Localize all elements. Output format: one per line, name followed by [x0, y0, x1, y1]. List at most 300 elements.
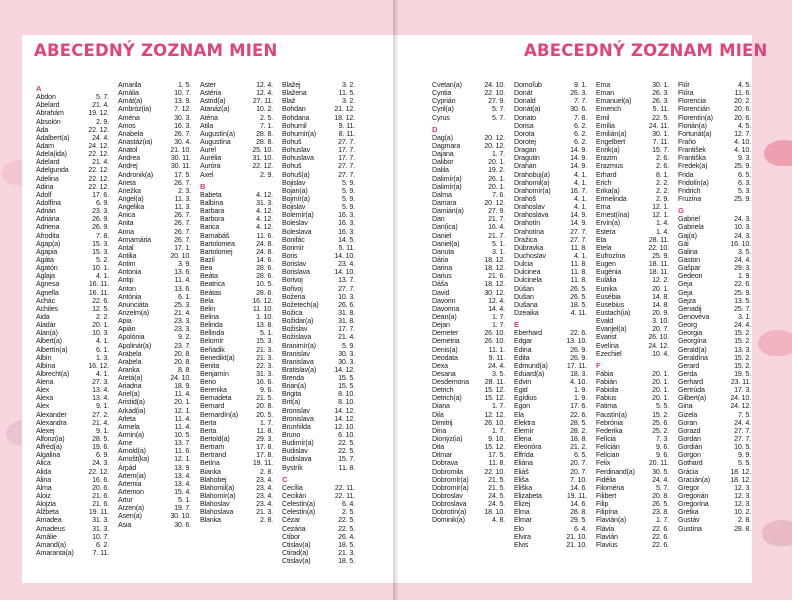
name-entry	[282, 276, 364, 284]
name-day-date: 2. 6.	[655, 154, 669, 163]
name-entry	[596, 350, 678, 358]
name-day-date: 31. 3.	[92, 516, 109, 525]
name-text: Gordián	[678, 443, 703, 452]
name-entry	[282, 415, 364, 423]
name-text: Evald	[596, 317, 613, 326]
name-entry	[282, 325, 364, 333]
name-entry	[432, 232, 514, 240]
name-day-date: 24. 11.	[648, 121, 669, 130]
name-text: Bazil	[200, 255, 215, 264]
name-entry	[432, 81, 514, 89]
name-day-date: 21. 5.	[488, 475, 505, 484]
name-entry	[282, 252, 364, 260]
name-day-date: 14. 4.	[488, 304, 505, 313]
name-text: Gothard	[678, 459, 703, 468]
name-entry	[432, 183, 514, 191]
name-text: Dulcinela	[514, 276, 542, 285]
name-day-date: 2. 6.	[655, 162, 669, 171]
name-day-date: 5. 11.	[652, 105, 669, 114]
name-entry	[118, 390, 200, 398]
name-text: Dalimír(a)	[432, 182, 462, 191]
letter-heading	[282, 476, 364, 484]
name-column	[514, 81, 596, 549]
name-text: Augustín(a)	[200, 129, 236, 138]
name-entry	[200, 297, 282, 305]
name-day-date: 22. 12.	[88, 467, 109, 476]
name-day-date: 24. 4.	[734, 321, 751, 330]
name-text: Augustína	[200, 137, 231, 146]
name-entry	[282, 203, 364, 211]
name-entry	[596, 317, 678, 325]
name-text: Anabela	[118, 129, 143, 138]
name-entry	[282, 138, 364, 146]
name-day-date: 15. 12.	[484, 394, 505, 403]
name-text: Gašpar	[678, 264, 701, 273]
name-day-date: 23. 4.	[338, 260, 355, 269]
name-day-date: 12. 1.	[174, 455, 191, 464]
name-entry	[118, 219, 200, 227]
name-entry	[678, 443, 760, 451]
name-entry	[36, 175, 118, 183]
name-day-date: 19. 6.	[92, 443, 109, 452]
name-entry	[514, 492, 596, 500]
name-entry	[432, 443, 514, 451]
name-entry	[36, 549, 118, 557]
name-entry	[596, 179, 678, 187]
name-day-date: 14. 10.	[334, 268, 355, 277]
name-day-date: 21. 2.	[570, 443, 587, 452]
name-text: Betína	[200, 459, 220, 468]
name-day-date: 26. 7.	[174, 178, 191, 187]
name-text: Cyntia	[432, 89, 452, 98]
name-text: Alex	[36, 386, 50, 395]
name-entry	[514, 402, 596, 410]
name-text: Amarila	[118, 81, 141, 89]
name-entry	[200, 411, 282, 419]
name-text: Eunika	[596, 284, 617, 293]
name-day-date: 4. 5.	[737, 81, 751, 89]
name-text: Antónia	[118, 292, 142, 301]
name-entry	[282, 423, 364, 431]
name-entry	[282, 533, 364, 541]
name-text: Genovéva	[678, 312, 710, 321]
name-text: Bohuš	[282, 162, 302, 171]
name-entry	[36, 394, 118, 402]
name-text: Anzelm(a)	[118, 308, 149, 317]
name-day-date: 20. 1.	[92, 321, 109, 330]
name-text: Afrodita	[36, 231, 60, 240]
name-text: Gorazd	[678, 426, 701, 435]
name-column	[596, 81, 678, 549]
name-text: Drahoš	[514, 194, 536, 203]
name-text: Eusebius	[596, 300, 624, 309]
name-entry	[282, 492, 364, 500]
page-title: ABECEDNÝ ZOZNAM MIEN	[34, 41, 278, 60]
name-entry	[200, 154, 282, 162]
name-text: Achiles	[36, 304, 58, 313]
name-text: Amos	[118, 121, 136, 130]
name-text: Galina	[678, 247, 698, 256]
name-entry	[118, 480, 200, 488]
name-day-date: 29. 3.	[734, 264, 751, 273]
name-entry	[596, 81, 678, 89]
name-entry	[118, 342, 200, 350]
name-day-date: 4. 1.	[573, 194, 587, 203]
name-entry	[514, 138, 596, 146]
name-entry	[432, 215, 514, 223]
name-text: Bruno	[282, 431, 301, 440]
name-entry	[432, 105, 514, 113]
name-text: Dáša	[432, 280, 448, 289]
name-day-date: 27. 3.	[92, 378, 109, 387]
name-entry	[514, 337, 596, 345]
name-entry	[596, 105, 678, 113]
name-entry	[200, 346, 282, 354]
name-day-date: 6. 2.	[573, 121, 587, 130]
name-entry	[36, 459, 118, 467]
name-day-date: 17. 5.	[488, 451, 505, 460]
name-day-date: 20. 1.	[652, 284, 669, 293]
name-entry	[432, 297, 514, 305]
name-text: Fridrich	[678, 186, 701, 195]
name-text: Damián(a)	[432, 207, 464, 216]
name-entry	[36, 451, 118, 459]
name-entry	[200, 468, 282, 476]
name-entry	[118, 415, 200, 423]
name-day-date: 22. 5.	[338, 524, 355, 533]
name-entry	[282, 114, 364, 122]
name-text: Adam	[36, 141, 54, 150]
name-entry	[514, 411, 596, 419]
name-day-date: 27. 9.	[488, 207, 505, 216]
name-entry	[36, 256, 118, 264]
name-entry	[596, 301, 678, 309]
name-text: Budislav	[282, 447, 308, 456]
name-entry	[200, 199, 282, 207]
name-entry	[200, 492, 282, 500]
name-text: Drahoslav	[514, 203, 545, 212]
name-text: Andrej	[118, 162, 138, 171]
name-text: Babeta	[200, 190, 222, 199]
name-entry	[200, 191, 282, 199]
name-text: Blažej	[282, 81, 301, 89]
name-entry	[118, 455, 200, 463]
name-entry	[514, 386, 596, 394]
name-text: Blahoslava	[200, 508, 234, 517]
name-entry	[118, 512, 200, 520]
name-text: Alma	[36, 483, 52, 492]
name-entry	[514, 362, 596, 370]
name-day-date: 18. 8.	[570, 435, 587, 444]
name-text: Dorisa	[514, 121, 534, 130]
name-entry	[36, 166, 118, 174]
name-entry	[36, 240, 118, 248]
name-text: Gedeon	[678, 272, 703, 281]
name-day-date: 1. 10.	[256, 312, 273, 321]
name-text: Anastáz(ia)	[118, 137, 153, 146]
name-entry	[36, 207, 118, 215]
name-text: Agap(a)	[36, 239, 61, 248]
name-entry	[678, 81, 760, 89]
name-day-date: 18. 10.	[484, 508, 505, 517]
name-entry	[118, 285, 200, 293]
name-text: Dionýz(ia)	[432, 435, 463, 444]
name-entry	[596, 276, 678, 284]
name-day-date: 26. 1.	[488, 174, 505, 183]
name-text: Bellinda	[200, 329, 225, 338]
name-day-date: 5. 5.	[737, 459, 751, 468]
name-text: Elmar	[514, 516, 532, 525]
name-text: Gracián(a)	[678, 475, 711, 484]
name-day-date: 11. 8.	[256, 426, 273, 435]
name-day-date: 17. 8.	[256, 443, 273, 452]
name-entry	[200, 394, 282, 402]
name-day-date: 11. 4.	[174, 414, 191, 423]
name-day-date: 10. 1.	[92, 264, 109, 273]
name-entry	[514, 525, 596, 533]
name-text: Dalimír(a)	[432, 174, 462, 183]
name-entry	[282, 484, 364, 492]
name-text: Bohuš(a)	[282, 170, 310, 179]
name-day-date: 14. 12.	[334, 406, 355, 415]
name-text: Geraldína	[678, 353, 708, 362]
name-text: Fabián	[596, 378, 617, 387]
name-entry	[282, 130, 364, 138]
name-day-date: 1. 4.	[655, 227, 669, 236]
name-day-date: 6. 1.	[95, 345, 109, 354]
name-entry	[118, 488, 200, 496]
name-day-date: 16. 7.	[570, 186, 587, 195]
name-text: Emerich	[596, 105, 621, 114]
name-text: Domoľub	[514, 81, 542, 89]
name-entry	[282, 301, 364, 309]
name-text: Daniel(a)	[432, 239, 460, 248]
name-day-date: 2. 5.	[341, 508, 355, 517]
name-day-date: 26. 3.	[570, 89, 587, 98]
name-day-date: 1. 9.	[573, 386, 587, 395]
letter-label: D	[432, 124, 438, 134]
name-day-date: 6. 2.	[573, 129, 587, 138]
name-entry	[36, 321, 118, 329]
name-day-date: 1. 3.	[95, 353, 109, 362]
name-text: Fábia	[596, 369, 613, 378]
name-entry	[118, 301, 200, 309]
name-text: Fatima	[596, 402, 617, 411]
name-text: Benjamín	[200, 369, 229, 378]
name-text: Bořivoj	[282, 284, 303, 293]
name-text: Beatrica	[200, 280, 225, 289]
name-text: Eusébia	[596, 292, 621, 301]
name-entry	[282, 374, 364, 382]
name-text: Donald	[514, 97, 536, 106]
name-text: Goran	[678, 418, 697, 427]
name-text: Aurel	[200, 146, 216, 155]
name-text: Dulcia	[514, 260, 533, 269]
name-entry	[432, 199, 514, 207]
name-text: Adelard	[36, 158, 60, 167]
name-text: Bohuslava	[282, 154, 314, 163]
name-day-date: 26. 5.	[570, 292, 587, 301]
name-day-date: 26. 9.	[570, 353, 587, 362]
name-text: Františka	[678, 154, 706, 163]
name-entry	[596, 293, 678, 301]
name-day-date: 24. 3.	[734, 215, 751, 224]
name-entry	[432, 280, 514, 288]
name-day-date: 11. 8.	[570, 260, 587, 269]
name-day-date: 10. 7.	[174, 89, 191, 98]
name-entry	[118, 211, 200, 219]
name-entry	[36, 402, 118, 410]
name-entry	[282, 219, 364, 227]
name-text: Dorota	[514, 129, 535, 138]
name-day-date: 13. 8.	[256, 321, 273, 330]
name-entry	[200, 130, 282, 138]
name-text: Grácia	[678, 467, 698, 476]
name-day-date: 25. 9.	[652, 251, 669, 260]
name-text: Eliša	[514, 475, 529, 484]
name-list-sheet	[396, 35, 768, 583]
name-entry	[596, 268, 678, 276]
name-text: Felician	[596, 451, 620, 460]
name-day-date: 20. 8.	[174, 357, 191, 366]
name-entry	[282, 285, 364, 293]
name-text: Egídius	[514, 394, 537, 403]
letter-heading	[596, 362, 678, 370]
name-day-date: 1. 4.	[655, 219, 669, 228]
name-day-date: 5. 7.	[491, 113, 505, 122]
name-text: Božislav	[282, 325, 308, 334]
name-entry	[282, 464, 364, 472]
name-text: Dag(a)	[432, 133, 453, 142]
name-text: Branislava	[282, 357, 314, 366]
name-text: Berta	[200, 418, 217, 427]
name-text: Bohdan	[282, 105, 306, 114]
name-day-date: 5. 9.	[341, 186, 355, 195]
name-entry	[432, 175, 514, 183]
name-text: Detrich	[432, 386, 454, 395]
name-entry	[200, 232, 282, 240]
name-text: Gerard	[678, 361, 700, 370]
name-entry	[514, 122, 596, 130]
name-day-date: 28. 8.	[256, 137, 273, 146]
name-day-date: 6. 2.	[95, 540, 109, 549]
name-entry	[200, 114, 282, 122]
name-entry	[432, 289, 514, 297]
name-day-date: 21. 7.	[488, 215, 505, 224]
name-text: Erna	[596, 203, 611, 212]
name-day-date: 22. 6.	[570, 329, 587, 338]
name-entry	[200, 138, 282, 146]
name-day-date: 27. 7.	[570, 227, 587, 236]
name-text: Bianka	[200, 467, 221, 476]
name-text: Blahoslav	[200, 500, 230, 509]
name-entry	[200, 223, 282, 231]
name-text: Dária	[432, 255, 449, 264]
name-day-date: 1. 7.	[491, 426, 505, 435]
name-text: Eliška	[514, 483, 533, 492]
name-text: Filipína	[596, 508, 618, 517]
name-entry	[118, 504, 200, 512]
name-entry	[678, 459, 760, 467]
name-entry	[678, 476, 760, 484]
name-text: Cyrus	[432, 113, 450, 122]
name-entry	[282, 350, 364, 358]
name-text: Daniel	[432, 231, 452, 240]
name-text: Ada	[36, 125, 49, 134]
name-text: Eugénia	[596, 268, 621, 277]
name-text: Amand(a)	[36, 540, 66, 549]
name-text: Dalila	[432, 166, 449, 175]
name-text: Evarist	[596, 333, 617, 342]
name-text: Abrahám	[36, 109, 64, 118]
name-entry	[200, 105, 282, 113]
name-day-date: 13. 4.	[92, 386, 109, 395]
name-day-date: 14. 12.	[334, 414, 355, 423]
name-text: Dan(ica)	[432, 223, 458, 232]
name-day-date: 5. 3.	[737, 186, 751, 195]
name-day-date: 20. 1.	[652, 369, 669, 378]
name-day-date: 4. 1.	[573, 251, 587, 260]
name-day-date: 31. 3.	[256, 369, 273, 378]
name-day-date: 2. 9.	[655, 194, 669, 203]
name-entry	[118, 268, 200, 276]
name-day-date: 2. 2.	[95, 312, 109, 321]
name-day-date: 20. 1.	[488, 182, 505, 191]
name-text: Benita	[200, 361, 220, 370]
name-day-date: 28. 6.	[256, 288, 273, 297]
name-day-date: 17. 8.	[256, 451, 273, 460]
name-day-date: 15. 2.	[652, 410, 669, 419]
name-entry	[514, 427, 596, 435]
name-entry	[432, 419, 514, 427]
name-entry	[282, 382, 364, 390]
name-text: Alojzia	[36, 500, 56, 509]
name-entry	[200, 171, 282, 179]
name-text: Belomír	[200, 337, 224, 346]
name-day-date: 7. 1.	[259, 121, 273, 130]
name-day-date: 26. 3.	[652, 89, 669, 98]
name-day-date: 20. 7.	[570, 467, 587, 476]
name-text: Gregorián	[678, 492, 709, 501]
name-day-date: 28. 8.	[734, 524, 751, 533]
name-entry	[36, 346, 118, 354]
name-day-date: 24. 3.	[92, 459, 109, 468]
name-text: Gregor	[678, 483, 700, 492]
name-text: Bojan(a)	[282, 186, 308, 195]
name-text: Dimitrij	[432, 418, 453, 427]
name-text: Amaranta(a)	[36, 549, 74, 558]
name-entry	[432, 166, 514, 174]
name-day-date: 20. 6.	[734, 113, 751, 122]
name-entry	[596, 309, 678, 317]
name-text: Beňadik	[200, 345, 225, 354]
name-text: Bronislava	[282, 414, 314, 423]
name-day-date: 24. 10.	[170, 374, 191, 383]
name-entry	[118, 293, 200, 301]
name-text: Dragutin	[514, 154, 540, 163]
name-text: Adelgunda	[36, 166, 69, 175]
name-entry	[432, 411, 514, 419]
name-entry	[282, 293, 364, 301]
letter-label: B	[200, 181, 206, 191]
name-entry	[678, 89, 760, 97]
name-day-date: 13. 9.	[174, 463, 191, 472]
name-entry	[282, 549, 364, 557]
name-entry	[282, 516, 364, 524]
name-entry	[200, 162, 282, 170]
name-day-date: 28. 6.	[256, 272, 273, 281]
name-day-date: 30. 3.	[338, 349, 355, 358]
